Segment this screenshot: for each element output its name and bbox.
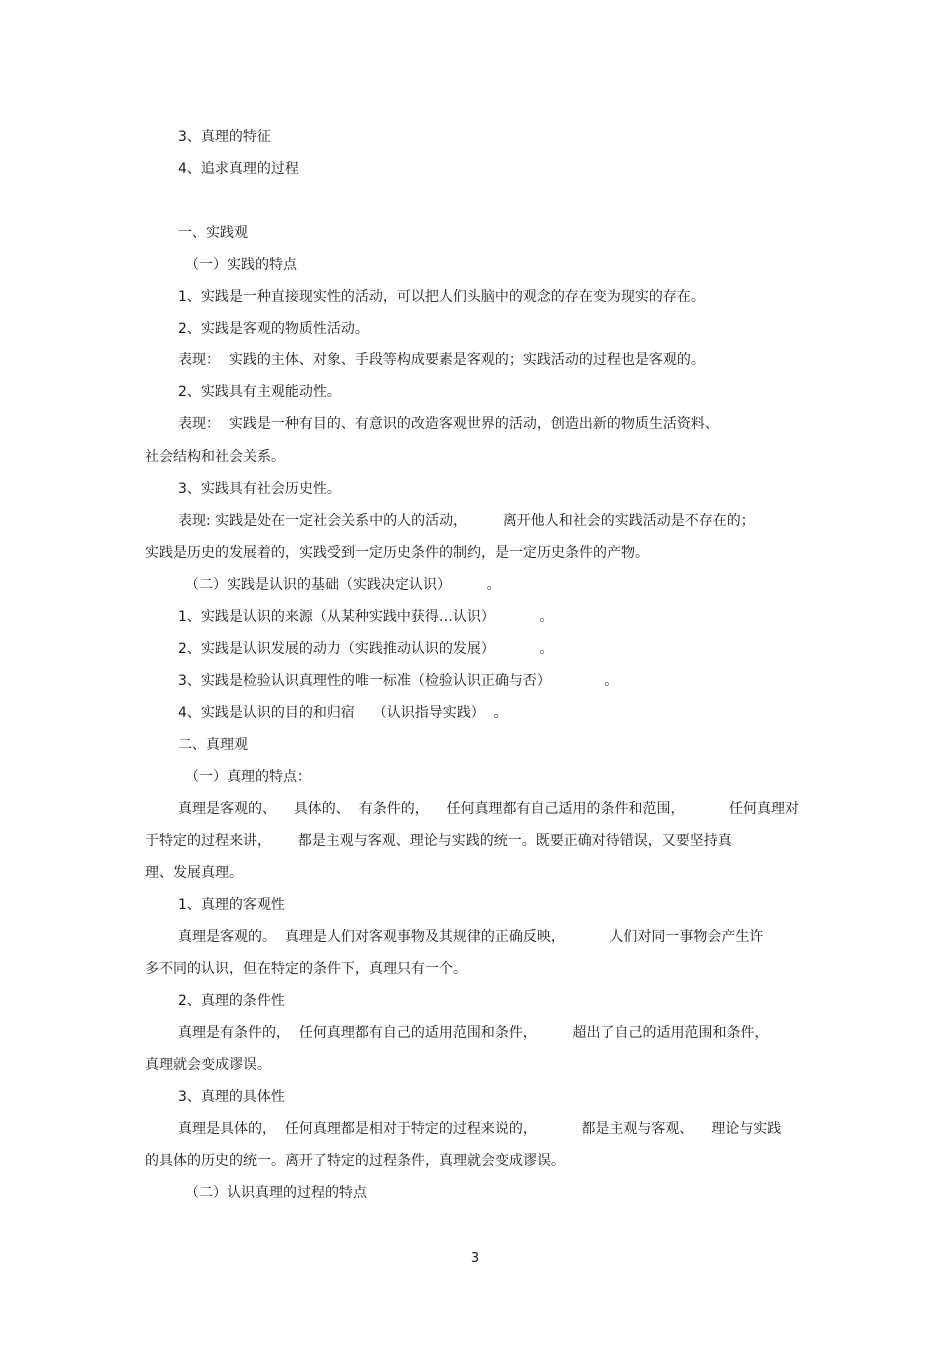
subsection-heading-truth-process: （二）认识真理的过程的特点 <box>185 1185 367 1201</box>
paragraph-line: 3、实践是检验认识真理性的唯一标准（检验认识正确与否） 。 <box>178 673 619 689</box>
paragraph-line: 表现: 实践是处在一定社会关系中的人的活动， 离开他人和社会的实践活动是不存在的； <box>178 513 755 529</box>
paragraph-line: 1、实践是一种直接现实性的活动，可以把人们头脑中的观念的存在变为现实的存在。 <box>178 289 705 305</box>
paragraph-line: 真理是客观的、 具体的、 有条件的， 任何真理都有自己适用的条件和范围， 任何真理对 <box>178 801 800 817</box>
paragraph-line: 表现： 实践是一种有目的、有意识的改造客观世界的活动，创造出新的物质生活资料、 <box>178 416 719 432</box>
paragraph-line: 多不同的认识，但在特定的条件下，真理只有一个。 <box>145 961 467 977</box>
paragraph-line: 3、实践具有社会历史性。 <box>178 481 341 497</box>
paragraph-line: 1、实践是认识的来源（从某种实践中获得…认识） 。 <box>178 609 554 625</box>
paragraph-line: 2、实践具有主观能动性。 <box>178 384 341 400</box>
paragraph-line: 3、真理的具体性 <box>178 1089 285 1105</box>
paragraph-line: 理、发展真理。 <box>145 865 243 881</box>
section-heading-truth: 二、真理观 <box>178 737 248 753</box>
paragraph-line: 表现： 实践的主体、对象、手段等构成要素是客观的；实践活动的过程也是客观的。 <box>178 352 705 368</box>
page-number: 3 <box>470 1251 480 1266</box>
section-heading-practice: 一、实践观 <box>178 225 248 241</box>
paragraph-line: 1、真理的客观性 <box>178 897 285 913</box>
paragraph-line: 真理是具体的， 任何真理都是相对于特定的过程来说的， 都是主观与客观、 理论与实践 <box>178 1121 782 1137</box>
list-item-truth-features: 3、真理的特征 <box>178 129 271 145</box>
paragraph-line: 真理就会变成谬误。 <box>145 1057 271 1073</box>
paragraph-line: 2、实践是客观的物质性活动。 <box>178 321 369 337</box>
list-item-pursuit-of-truth: 4、追求真理的过程 <box>178 161 299 177</box>
paragraph-line: 社会结构和社会关系。 <box>145 449 285 465</box>
paragraph-line: 2、实践是认识发展的动力（实践推动认识的发展） 。 <box>178 641 554 657</box>
subsection-heading-truth-features: （一）真理的特点： <box>185 769 311 785</box>
paragraph-line: 真理是有条件的， 任何真理都有自己的适用范围和条件， 超出了自己的适用范围和条件， <box>178 1025 769 1041</box>
paragraph-line: 2、真理的条件性 <box>178 993 285 1009</box>
paragraph-line: 实践是历史的发展着的，实践受到一定历史条件的制约，是一定历史条件的产物。 <box>145 545 649 561</box>
paragraph-line: 的具体的历史的统一。离开了特定的过程条件，真理就会变成谬误。 <box>145 1153 565 1169</box>
subsection-heading-practice-basis: （二）实践是认识的基础（实践决定认识） 。 <box>185 577 501 593</box>
paragraph-line: 4、实践是认识的目的和归宿 （认识指导实践） 。 <box>178 705 508 721</box>
paragraph-line: 真理是客观的。 真理是人们对客观事物及其规律的正确反映， 人们对同一事物会产生许 <box>178 929 764 945</box>
subsection-heading-practice-features: （一）实践的特点 <box>185 257 297 273</box>
paragraph-line: 于特定的过程来讲， 都是主观与客观、理论与实践的统一。既要正确对待错误，又要坚持真 <box>145 833 732 849</box>
